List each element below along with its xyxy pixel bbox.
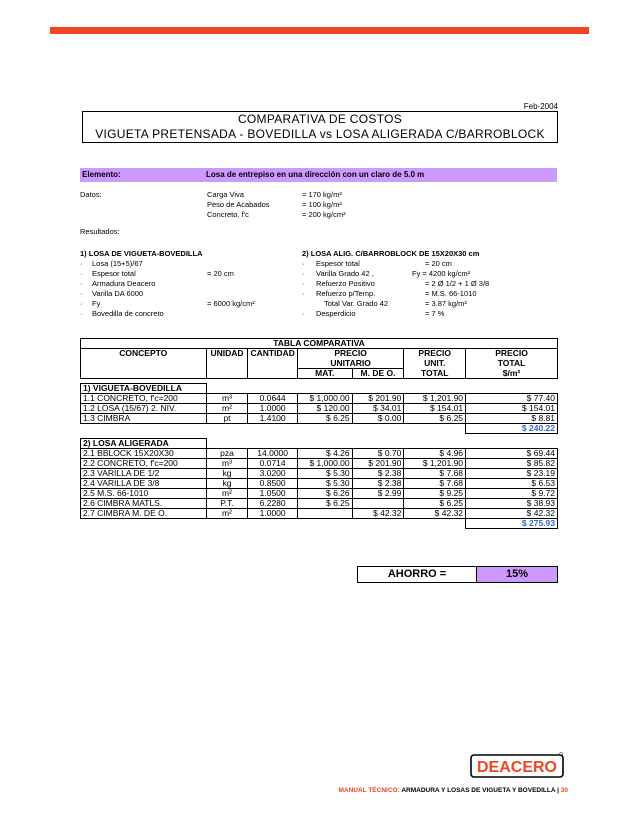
comparison-table bbox=[80, 338, 558, 529]
table-row bbox=[81, 449, 558, 459]
right-value-2: = 2 Ø 1/2 + 1 Ø 3/8 bbox=[425, 279, 490, 288]
row-unidad: m³ bbox=[206, 459, 248, 469]
left-bullet: · bbox=[80, 269, 83, 278]
left-item-4: Fy bbox=[92, 299, 101, 308]
left-value-1: = 20 cm bbox=[207, 269, 234, 278]
row-mat: $ 1,000.00 bbox=[297, 459, 352, 469]
left-item-0: Losa (15+5)/67 bbox=[92, 259, 143, 268]
row-total-m2: $ 23.19 bbox=[466, 469, 558, 479]
row-total: $ 9.25 bbox=[404, 489, 466, 499]
row-total: $ 42.32 bbox=[404, 509, 466, 519]
row-total: $ 6.25 bbox=[404, 414, 466, 424]
row-unidad: m² bbox=[206, 489, 248, 499]
footer bbox=[310, 787, 568, 794]
footer-manual: MANUAL TÉCNICO: bbox=[338, 787, 400, 794]
left-item-2: Armadura Deacero bbox=[92, 279, 156, 288]
right-item-2: Refuerzo Positivo bbox=[316, 279, 375, 288]
table-row bbox=[81, 489, 558, 499]
left-item-1: Espesor total bbox=[92, 269, 136, 278]
logo-text: DEACERO bbox=[476, 759, 558, 776]
row-cantidad: 3.0200 bbox=[248, 469, 297, 479]
right-value-5: = 7 % bbox=[425, 309, 445, 318]
row-mat: $ 6.25 bbox=[297, 499, 352, 509]
left-bullet: · bbox=[80, 309, 83, 318]
left-bullet: · bbox=[80, 279, 83, 288]
datos-key-0: Carga Viva bbox=[207, 190, 244, 199]
top-accent-bar bbox=[50, 27, 589, 34]
table-row bbox=[81, 404, 558, 414]
row-mdeo: $ 201.90 bbox=[352, 459, 404, 469]
row-total: $ 6.25 bbox=[404, 499, 466, 509]
header-blank bbox=[248, 359, 297, 369]
header-concepto: CONCEPTO bbox=[81, 349, 207, 359]
row-total-m2: $ 38.93 bbox=[466, 499, 558, 509]
row-mdeo: $ 2.38 bbox=[352, 479, 404, 489]
row-mdeo: $ 42.32 bbox=[352, 509, 404, 519]
row-mdeo bbox=[352, 499, 404, 509]
datos-value-2: = 200 kg/cm² bbox=[302, 210, 346, 219]
right-value-4: = 3.87 kg/m² bbox=[425, 299, 467, 308]
row-concepto: 2.2 CONCRETO, f'c=200 bbox=[81, 459, 207, 469]
header-unidad: UNIDAD bbox=[206, 349, 248, 359]
spacer bbox=[81, 519, 466, 529]
ahorro-label: AHORRO = bbox=[387, 568, 447, 580]
row-unidad: kg bbox=[206, 479, 248, 489]
row-total-m2: $ 85.82 bbox=[466, 459, 558, 469]
elemento-label: Elemento: bbox=[82, 170, 121, 179]
row-mat: $ 6.25 bbox=[297, 414, 352, 424]
elemento-bar bbox=[80, 168, 557, 182]
datos-label: Datos: bbox=[80, 190, 102, 199]
left-item-5: Bovedilla de concreto bbox=[92, 309, 164, 318]
row-concepto: 1.1 CONCRETO, f'c=200 bbox=[81, 394, 207, 404]
row-total-m2: $ 154.01 bbox=[466, 404, 558, 414]
row-cantidad: 1.0000 bbox=[248, 404, 297, 414]
datos-key-2: Concreto, f'c bbox=[207, 210, 249, 219]
right-item-5: Desperdicio bbox=[316, 309, 356, 318]
header-precio-unitario: PRECIO bbox=[297, 349, 404, 359]
row-total-m2: $ 8.81 bbox=[466, 414, 558, 424]
row-cantidad: 1.0000 bbox=[248, 509, 297, 519]
left-heading: 1) LOSA DE VIGUETA-BOVEDILLA bbox=[80, 249, 203, 258]
ahorro-box bbox=[357, 566, 558, 583]
table-title: TABLA COMPARATIVA bbox=[81, 339, 558, 349]
header-mat: MAT. bbox=[297, 369, 352, 379]
left-bullet: · bbox=[80, 259, 83, 268]
row-total: $ 154.01 bbox=[404, 404, 466, 414]
right-item-0: Espesor total bbox=[316, 259, 360, 268]
header-blank bbox=[81, 369, 207, 379]
row-mdeo: $ 0.70 bbox=[352, 449, 404, 459]
header-blank bbox=[81, 359, 207, 369]
header-total-a: TOTAL bbox=[404, 369, 466, 379]
row-total: $ 1,201.90 bbox=[404, 394, 466, 404]
left-bullet: · bbox=[80, 299, 83, 308]
row-concepto: 2.6 CIMBRA MATLS. bbox=[81, 499, 207, 509]
row-mat: $ 5.30 bbox=[297, 479, 352, 489]
left-value-4: = 6000 kg/cm² bbox=[207, 299, 255, 308]
row-cantidad: 0.0714 bbox=[248, 459, 297, 469]
section-2-total: $ 275.93 bbox=[466, 519, 558, 529]
elemento-value: Losa de entrepiso en una dirección con un claro de 5.0 m bbox=[206, 170, 425, 179]
spacer bbox=[81, 424, 466, 434]
table-row bbox=[81, 414, 558, 424]
table-row bbox=[81, 499, 558, 509]
row-cantidad: 14.0000 bbox=[248, 449, 297, 459]
row-unidad: pt bbox=[206, 414, 248, 424]
table-row bbox=[81, 509, 558, 519]
row-mdeo: $ 34.01 bbox=[352, 404, 404, 414]
footer-title: ARMADURA Y LOSAS DE VIGUETA Y BOVEDILLA bbox=[401, 787, 556, 794]
left-item-3: Varilla DA 6000 bbox=[92, 289, 144, 298]
row-unidad: kg bbox=[206, 469, 248, 479]
right-item-4: Total Var. Grado 42 bbox=[324, 299, 389, 308]
row-mdeo: $ 0.00 bbox=[352, 414, 404, 424]
datos-value-0: = 170 kg/m² bbox=[302, 190, 342, 199]
header-unitario: UNITARIO bbox=[297, 359, 404, 369]
row-concepto: 2.5 M.S. 66-1010 bbox=[81, 489, 207, 499]
row-concepto: 1.2 LOSA (15/67) 2. NIV. bbox=[81, 404, 207, 414]
row-unidad: m³ bbox=[206, 394, 248, 404]
row-total: $ 4.96 bbox=[404, 449, 466, 459]
resultados-label: Resultados: bbox=[80, 227, 120, 236]
row-total-m2: $ 6.53 bbox=[466, 479, 558, 489]
title-line-1: COMPARATIVA DE COSTOS bbox=[237, 112, 403, 126]
row-concepto: 2.3 VARILLA DE 1/2 bbox=[81, 469, 207, 479]
row-unidad: pza bbox=[206, 449, 248, 459]
row-mat: $ 4.26 bbox=[297, 449, 352, 459]
row-mdeo: $ 201.90 bbox=[352, 394, 404, 404]
right-bullet: · bbox=[302, 279, 305, 288]
header-cantidad: CANTIDAD bbox=[248, 349, 297, 359]
section-2-label: 2) LOSA ALIGERADA bbox=[81, 439, 207, 449]
right-value-0: = 20 cm bbox=[425, 259, 452, 268]
right-value-1: Fy = 4200 kg/cm² bbox=[412, 269, 471, 278]
row-cantidad: 1.0500 bbox=[248, 489, 297, 499]
row-cantidad: 1.4100 bbox=[248, 414, 297, 424]
right-bullet: · bbox=[302, 289, 305, 298]
row-cantidad: 0.8500 bbox=[248, 479, 297, 489]
table-row bbox=[81, 469, 558, 479]
row-total: $ 7.68 bbox=[404, 479, 466, 489]
row-total-m2: $ 77.40 bbox=[466, 394, 558, 404]
footer-page-number: 30 bbox=[560, 787, 568, 794]
row-unidad: m² bbox=[206, 404, 248, 414]
section-1-total: $ 240.22 bbox=[466, 424, 558, 434]
header-precio-unit: PRECIO bbox=[404, 349, 466, 359]
spacer bbox=[206, 384, 557, 394]
right-item-3: Refuerzo p/Temp. bbox=[316, 289, 376, 298]
header-blank bbox=[248, 369, 297, 379]
table-row bbox=[81, 459, 558, 469]
footer-separator: | bbox=[557, 787, 559, 794]
row-total: $ 1,201.90 bbox=[404, 459, 466, 469]
right-item-1: Varilla Grado 42 , bbox=[316, 269, 374, 278]
row-concepto: 2.7 CIMBRA M. DE O. bbox=[81, 509, 207, 519]
row-mat: $ 5.30 bbox=[297, 469, 352, 479]
ahorro-value: 15% bbox=[476, 567, 557, 582]
right-heading: 2) LOSA ALIG. C/BARROBLOCK DE 15X20X30 cm bbox=[302, 249, 480, 258]
row-total-m2: $ 42.32 bbox=[466, 509, 558, 519]
right-bullet: · bbox=[302, 309, 305, 318]
datos-value-1: = 100 kg/m² bbox=[302, 200, 342, 209]
row-mdeo: $ 2.99 bbox=[352, 489, 404, 499]
document-date: Feb-2004 bbox=[523, 102, 558, 111]
header-precio-total: PRECIO bbox=[466, 349, 558, 359]
header-m2: $/m² bbox=[466, 369, 558, 379]
row-total-m2: $ 9.72 bbox=[466, 489, 558, 499]
row-cantidad: 0.0644 bbox=[248, 394, 297, 404]
header-mdeo: M. DE O. bbox=[352, 369, 404, 379]
title-line-2: VIGUETA PRETENSADA - BOVEDILLA vs LOSA ALIGERADA C/BARROBLOCK bbox=[95, 127, 545, 141]
row-unidad: m² bbox=[206, 509, 248, 519]
header-total-b: TOTAL bbox=[466, 359, 558, 369]
row-total-m2: $ 69.44 bbox=[466, 449, 558, 459]
row-total: $ 7.68 bbox=[404, 469, 466, 479]
row-cantidad: 6.2280 bbox=[248, 499, 297, 509]
table-row bbox=[81, 394, 558, 404]
header-blank bbox=[206, 369, 248, 379]
row-mat: $ 1,000.00 bbox=[297, 394, 352, 404]
header-blank bbox=[206, 359, 248, 369]
section-1-label: 1) VIGUETA-BOVEDILLA bbox=[81, 384, 207, 394]
title-box bbox=[82, 111, 558, 143]
row-concepto: 2.1 BBLOCK 15X20X30 bbox=[81, 449, 207, 459]
row-concepto: 2.4 VARILLA DE 3/8 bbox=[81, 479, 207, 489]
row-mdeo: $ 2.38 bbox=[352, 469, 404, 479]
right-value-3: = M.S. 66-1010 bbox=[425, 289, 477, 298]
table-row bbox=[81, 479, 558, 489]
right-bullet: · bbox=[302, 259, 305, 268]
left-bullet: · bbox=[80, 289, 83, 298]
header-unit: UNIT. bbox=[404, 359, 466, 369]
datos-key-1: Peso de Acabados bbox=[207, 200, 270, 209]
row-mat bbox=[297, 509, 352, 519]
right-bullet: · bbox=[302, 269, 305, 278]
deacero-logo bbox=[470, 752, 564, 780]
row-mat: $ 120.00 bbox=[297, 404, 352, 414]
row-concepto: 1.3 CIMBRA bbox=[81, 414, 207, 424]
row-unidad: P.T. bbox=[206, 499, 248, 509]
spacer bbox=[206, 439, 557, 449]
row-mat: $ 6.26 bbox=[297, 489, 352, 499]
